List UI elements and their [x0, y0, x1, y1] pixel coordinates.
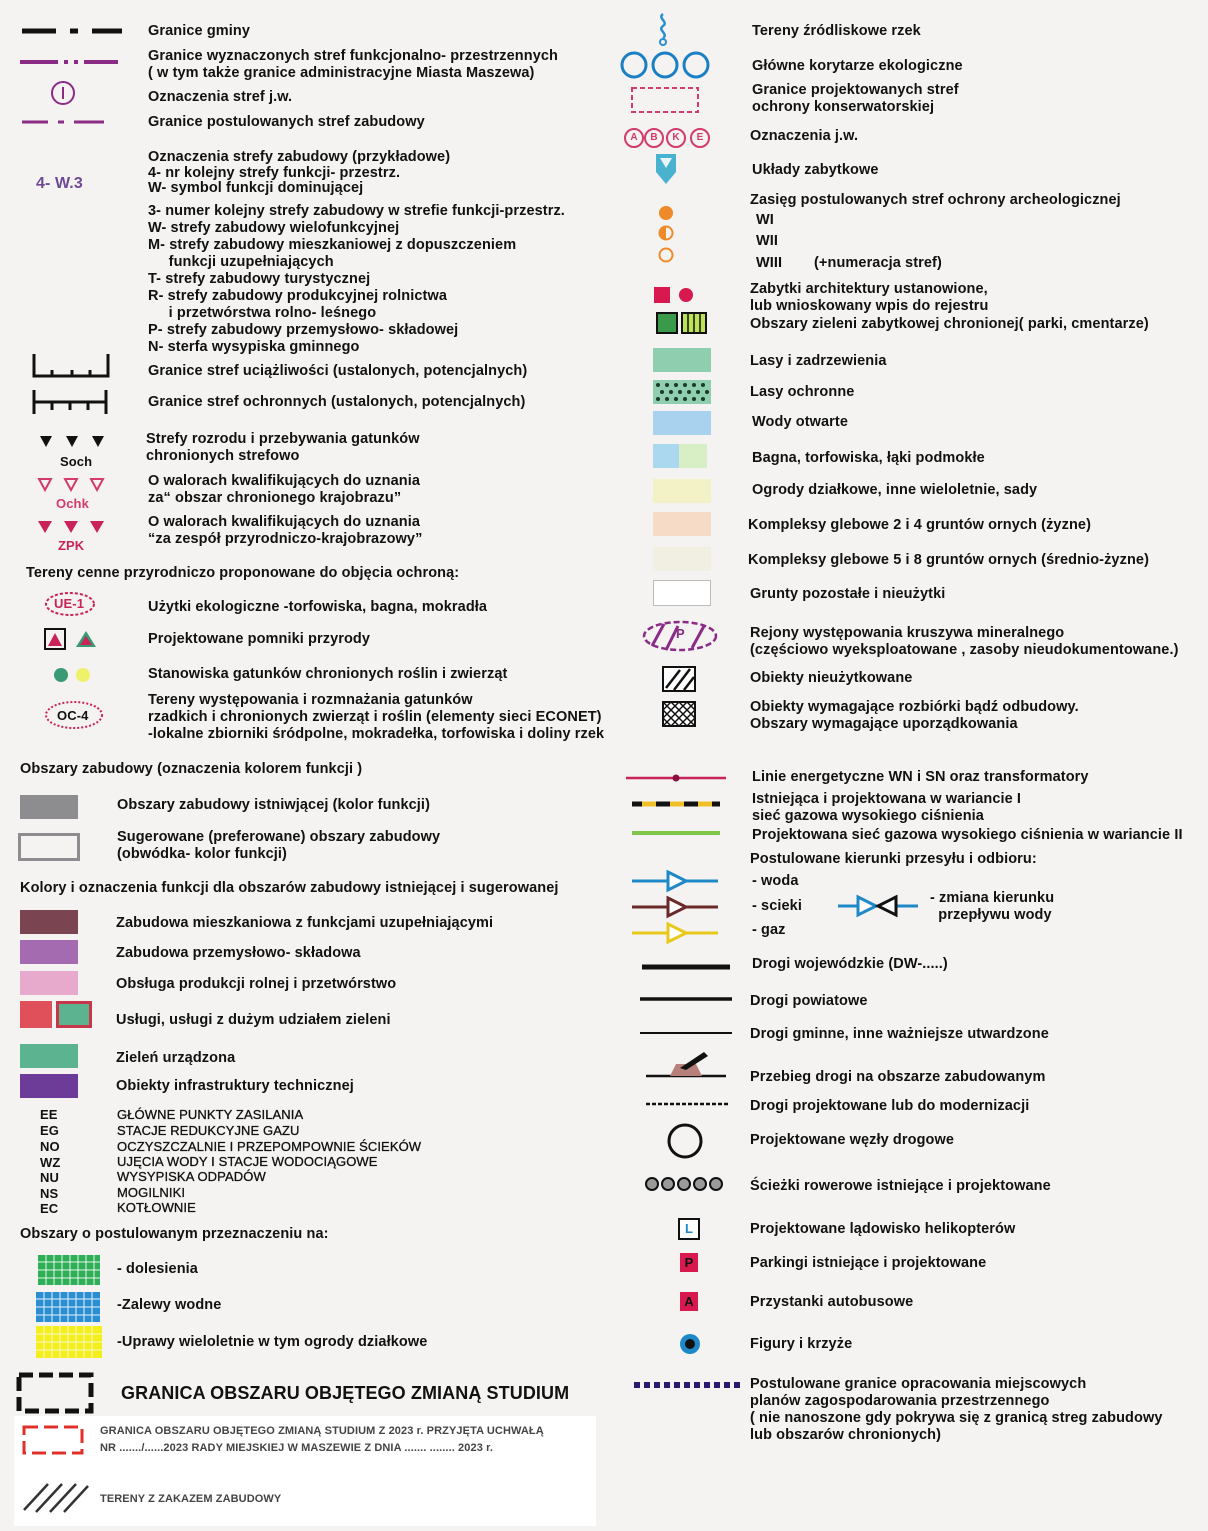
conservation-zone-boundary-icon	[630, 86, 700, 114]
gas-pipeline-v2-symbol	[632, 830, 720, 836]
code-desc-ee: GŁÓWNE PUNKTY ZASILANIA	[117, 1107, 304, 1122]
przemyslowa-label: Zabudowa przemysłowo- składowa	[116, 945, 361, 961]
flow-reversal-icon	[838, 894, 918, 918]
granice-postulowanych-label: Granice postulowanych stref zabudowy	[148, 114, 425, 130]
county-road-symbol	[640, 996, 732, 1002]
zpk-label: O walorach kwalifikujących do uznania “za zespół przyrodniczo-krajobrazowy”	[148, 514, 423, 547]
code-desc-no: OCZYSZCZALNIE I PRZEPOMPOWNIE ŚCIEKÓW	[117, 1139, 422, 1154]
drogi-woj-label: Drogi wojewódzkie (DW-.....)	[752, 956, 948, 972]
zone-marker-circle-icon	[50, 80, 76, 106]
spring-area-icon	[652, 12, 674, 46]
scieki-label: - scieki	[752, 898, 802, 914]
ecological-corridor-circles-icon	[620, 50, 712, 80]
green-area-swatch	[20, 1044, 78, 1068]
code-desc-wz: UJĘCIA WODY I STACJE WODOCIĄGOWE	[117, 1154, 378, 1169]
helipad-icon: L	[678, 1218, 700, 1240]
historic-greenery-icon	[656, 312, 708, 336]
zpk-code: ZPK	[58, 538, 85, 553]
postulowane-header: Obszary o postulowanym przeznaczeniu na:	[20, 1226, 329, 1242]
medium-soil-swatch	[653, 547, 711, 571]
water-swatch	[653, 411, 711, 435]
archeo-wi-dot-icon	[658, 205, 674, 221]
urban-road-icon	[646, 1048, 726, 1084]
granice-planow-label: Postulowane granice opracowania miejscowych planów zagospodarowania przestrzennego ( nie nanoszone gdy pokrywa się z granicą streg zabudowy lub obszarów chronionych)	[750, 1376, 1163, 1443]
lasy-label: Lasy i zadrzewienia	[750, 353, 887, 369]
lasy-ochronne-label: Lasy ochronne	[750, 384, 855, 400]
code-no: NO	[40, 1139, 60, 1154]
protective-zone-boundary-symbol	[30, 390, 110, 416]
postulated-zone-boundary-symbol	[22, 118, 106, 126]
bike-path-icon	[644, 1176, 728, 1192]
wetland-swatch-blue	[653, 444, 679, 468]
bagna-label: Bagna, torfowiska, łąki podmokłe	[752, 450, 985, 466]
rozbiorki-label: Obiekty wymagające rozbiórki bądź odbudowy. Obszary wymagające uporządkowania	[750, 699, 1079, 732]
other-land-swatch	[653, 580, 711, 606]
abke-marker-k: K	[666, 128, 686, 148]
agri-production-swatch	[20, 971, 78, 995]
wayside-cross-icon	[678, 1332, 702, 1356]
infrastructure-swatch	[20, 1074, 78, 1098]
korytarze-label: Główne korytarze ekologiczne	[752, 58, 963, 74]
code-desc-ns: MOGILNIKI	[117, 1185, 186, 1200]
granice-uciazliwosci-label: Granice stref uciążliwości (ustalonych, potencjalnych)	[148, 363, 528, 379]
afforestation-grid-icon	[38, 1255, 100, 1285]
power-line-symbol	[626, 773, 726, 783]
existing-build-swatch	[20, 795, 78, 819]
oznaczenia-strefy-zabudowy-label: Oznaczenia strefy zabudowy (przykładowe) 4- nr kolejny strefy funkcji- przestrz. W- symbol funkcji dominującej	[148, 149, 451, 196]
code-desc-eg: STACJE REDUKCYJNE GAZU	[117, 1123, 300, 1138]
ochk-label: O walorach kwalifikujących do uznania za“ obszar chronionego krajobrazu”	[148, 473, 421, 506]
code-ns: NS	[40, 1186, 59, 1201]
study-2023-boundary-symbol	[22, 1425, 84, 1455]
voivodeship-road-symbol	[642, 963, 730, 971]
uslugi-label: Usługi, usługi z dużym udziałem zieleni	[116, 1012, 391, 1028]
study-change-boundary-symbol	[16, 1372, 94, 1414]
archeo-wiii-dot-icon	[658, 247, 674, 263]
konserwatorskie-label: Granice projektowanych stref ochrony konserwatorskiej	[752, 82, 959, 115]
kompleksy-5-8-label: Kompleksy glebowe 5 i 8 gruntów ornych (średnio-żyzne)	[748, 552, 1149, 568]
ladowisko-label: Projektowane lądowisko helikopterów	[750, 1221, 1016, 1237]
functional-zone-boundary-symbol	[20, 57, 120, 67]
municipal-boundary-symbol	[22, 26, 124, 36]
wiii-label: WIII	[756, 255, 783, 271]
kruszywo-label: Rejony występowania kruszywa mineralnego (częściowo wyeksploatowane , zasoby nieudokumentowane.)	[750, 625, 1179, 658]
granica-obszaru-label: GRANICA OBSZARU OBJĘTEGO ZMIANĄ STUDIUM	[121, 1383, 570, 1403]
aggregate-code: P	[676, 626, 685, 641]
natural-monument-icon	[44, 628, 100, 652]
przystanki-label: Przystanki autobusowe	[750, 1294, 914, 1310]
drogi-pow-label: Drogi powiatowe	[750, 993, 868, 1009]
granice-ochronnych-label: Granice stref ochronnych (ustalonych, potencjalnych)	[148, 394, 526, 410]
ochk-code: Ochk	[56, 496, 89, 511]
woda-label: - woda	[752, 873, 799, 889]
code-ee: EE	[40, 1107, 58, 1122]
code-eg: EG	[40, 1123, 59, 1138]
ogrody-label: Ogrody działkowe, inne wieloletnie, sady	[752, 482, 1038, 498]
uprawy-label: -Uprawy wieloletnie w tym ogrody działkowe	[117, 1334, 428, 1350]
infrastruktura-label: Obiekty infrastruktury technicznej	[116, 1078, 354, 1094]
monument-markers-icon	[654, 286, 694, 304]
suggested-build-swatch	[18, 833, 80, 861]
code-ec: EC	[40, 1201, 59, 1216]
services-green-swatch	[56, 1001, 92, 1028]
water-reservoir-grid-icon	[36, 1292, 100, 1322]
abke-marker-e: E	[690, 128, 710, 148]
dolesienia-label: - dolesienia	[117, 1261, 198, 1277]
zone-example-code: 4- W.3	[36, 175, 83, 192]
historic-layout-icon	[654, 152, 678, 186]
orchards-grid-icon	[36, 1326, 102, 1358]
oznaczenia-stref-label: Oznaczenia stref j.w.	[148, 89, 293, 105]
figury-label: Figury i krzyże	[750, 1336, 853, 1352]
zabytki-label: Zabytki architektury ustanowione, lub wnioskowany wpis do rejestru	[750, 281, 989, 314]
tereny-cenne-header: Tereny cenne przyrodniczo proponowane do objęcia ochroną:	[26, 565, 460, 581]
drogi-proj-label: Drogi projektowane lub do modernizacji	[750, 1098, 1030, 1114]
siec-gazowa-ii-label: Projektowana sieć gazowa wysokiego ciśnienia w wariancie II	[752, 827, 1183, 843]
wii-label: WII	[756, 233, 779, 249]
soch-code: Soch	[60, 454, 93, 469]
obszary-zabudowy-header: Obszary zabudowy (oznaczenia kolorem funkcji )	[20, 761, 363, 777]
zielen-zabytkowa-label: Obszary zieleni zabytkowej chronionej( parki, cmentarze)	[750, 316, 1149, 332]
archeo-wii-dot-icon	[658, 225, 674, 241]
planned-road-symbol	[646, 1102, 730, 1106]
sugerowane-label: Sugerowane (preferowane) obszary zabudowy (obwódka- kolor funkcji)	[117, 829, 441, 862]
oc-label: Tereny występowania i rozmnażania gatunków rzadkich i chronionych zwierząt i roślin (elementy sieci ECONET) -lokalne zbiorniki śródpolne, mokradełka, torfowiska i doliny rzek	[148, 692, 605, 742]
abke-marker-b: B	[644, 128, 664, 148]
kompleksy-2-4-label: Kompleksy glebowe 2 i 4 gruntów ornych (żyzne)	[748, 517, 1091, 533]
granica-2023-label: GRANICA OBSZARU OBJĘTEGO ZMIANĄ STUDIUM Z 2023 r. PRZYJĘTA UCHWAŁĄ NR ......./......2023 RADY MIEJSKIEJ W MASZEWIE Z DNIA ....... ........ 2023 r.	[100, 1425, 544, 1454]
road-junction-icon	[666, 1122, 704, 1160]
demolition-crosshatch-icon	[662, 701, 696, 727]
parkingi-label: Parkingi istniejące i projektowane	[750, 1255, 987, 1271]
grunty-label: Grunty pozostałe i nieużytki	[750, 586, 946, 602]
drogi-gmin-label: Drogi gminne, inne ważniejsze utwardzone	[750, 1026, 1049, 1042]
municipal-road-symbol	[640, 1031, 732, 1035]
gaz-label: - gaz	[752, 922, 786, 938]
obszary-istniejacej-label: Obszary zabudowy istniwjącej (kolor funkcji)	[117, 797, 430, 813]
sciezki-label: Ścieżki rowerowe istniejące i projektowane	[750, 1178, 1051, 1194]
ue-label: Użytki ekologiczne -torfowiska, bagna, mokradła	[148, 599, 488, 615]
zpk-triangles-icon	[38, 521, 106, 535]
zrodliskowe-label: Tereny źródliskowe rzek	[752, 23, 921, 39]
uklady-label: Układy zabytkowe	[752, 162, 879, 178]
code-desc-nu: WYSYPISKA ODPADÓW	[117, 1169, 266, 1184]
sewage-flow-arrow-icon	[632, 896, 718, 918]
soch-label: Strefy rozrodu i przebywania gatunków chronionych strefowo	[146, 431, 420, 464]
wetland-swatch-green	[679, 444, 707, 468]
wi-label: WI	[756, 212, 774, 228]
kierunki-header: Postulowane kierunki przesyłu i odbioru:	[750, 851, 1037, 867]
abke-marker-a: A	[624, 128, 644, 148]
kolory-header: Kolory i oznaczenia funkcji dla obszarów zabudowy istniejącej i sugerowanej	[20, 880, 559, 896]
zielen-label: Zieleń urządzona	[116, 1050, 236, 1066]
zalewy-label: -Zalewy wodne	[117, 1297, 222, 1313]
unused-object-hatch-icon	[662, 666, 696, 692]
wody-label: Wody otwarte	[752, 414, 848, 430]
ochk-triangles-icon	[38, 478, 106, 492]
oc-code: OC-4	[57, 708, 89, 723]
residential-swatch	[20, 910, 78, 934]
strefa-details-label: 3- numer kolejny strefy zabudowy w strefie funkcji-przestrz. W- strefy zabudowy wielofunkcyjnej M- strefy zabudowy mieszkaniowej z dopuszczeniem funkcji uzupełniających T- strefy zabudowy turystycznej R- strefy zabudowy produkcyjnej rolnictwa i przetwórstwa rolno- leśnego P- strefy zabudowy przemysłowo- składowej N- sterfa wysypiska gminnego	[148, 203, 565, 355]
forest-swatch	[653, 348, 711, 372]
granice-stref-fp-label: Granice wyznaczonych stref funkcjonalno- przestrzennych ( w tym także granice administracyjne Miasta Maszewa)	[148, 48, 558, 81]
code-nu: NU	[40, 1170, 59, 1185]
mieszkaniowa-label: Zabudowa mieszkaniowa z funkcjami uzupełniającymi	[116, 915, 494, 931]
siec-gazowa-label: Istniejąca i projektowana w wariancie I sieć gazowa wysokiego ciśnienia	[752, 791, 1022, 824]
linie-energetyczne-label: Linie energetyczne WN i SN oraz transformatory	[752, 769, 1089, 785]
zmiana-label: - zmiana kierunku przepływu wody	[930, 890, 1055, 923]
protective-forest-swatch	[653, 380, 711, 404]
services-swatch	[20, 1001, 52, 1028]
species-site-dots-icon	[52, 666, 96, 684]
industrial-swatch	[20, 940, 78, 964]
water-flow-arrow-icon	[632, 870, 718, 892]
no-build-hatch-icon	[22, 1480, 90, 1514]
parking-icon: P	[680, 1253, 698, 1272]
oznaczenia-jw-label: Oznaczenia j.w.	[750, 128, 859, 144]
tereny-zakaz-label: TERENY Z ZAKAZEM ZABUDOWY	[100, 1493, 282, 1505]
soch-triangles-icon	[40, 436, 106, 450]
code-desc-ec: KOTŁOWNIE	[117, 1200, 196, 1215]
gas-pipeline-v1-symbol	[632, 800, 720, 808]
pomniki-label: Projektowane pomniki przyrody	[148, 631, 371, 647]
stanowiska-label: Stanowiska gatunków chronionych roślin i zwierząt	[148, 666, 508, 682]
fertile-soil-swatch	[653, 512, 711, 536]
local-plan-boundary-symbol	[634, 1381, 740, 1389]
nuisance-zone-boundary-symbol	[32, 354, 110, 380]
archeo-header: Zasięg postulowanych stref ochrony archeologicznej	[750, 192, 1121, 208]
ue-code: UE-1	[54, 596, 85, 611]
gardens-swatch	[653, 479, 711, 503]
wezly-label: Projektowane węzły drogowe	[750, 1132, 955, 1148]
code-wz: WZ	[40, 1155, 61, 1170]
przebieg-label: Przebieg drogi na obszarze zabudowanym	[750, 1069, 1046, 1085]
bus-stop-icon: A	[680, 1292, 698, 1311]
numeracja-label: (+numeracja stref)	[814, 255, 942, 271]
obsluga-label: Obsługa produkcji rolnej i przetwórstwo	[116, 976, 397, 992]
nieuzytkowane-label: Obiekty nieużytkowane	[750, 670, 913, 686]
gas-flow-arrow-icon	[632, 922, 718, 944]
granice-gminy-label: Granice gminy	[148, 23, 251, 39]
